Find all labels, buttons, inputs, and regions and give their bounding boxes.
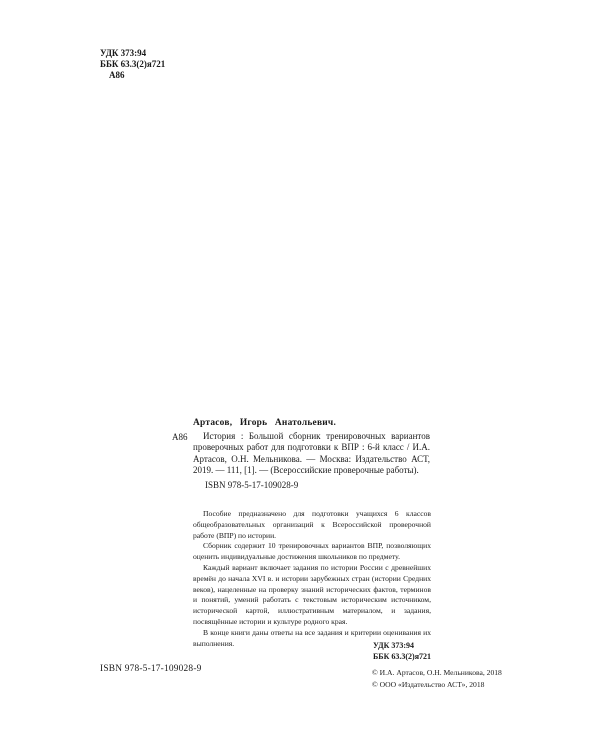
classification-block-top	[100, 48, 165, 81]
copyright-publisher: © ООО «Издательство АСТ», 2018	[372, 680, 485, 689]
copyright-block	[372, 667, 502, 691]
bbk-code: ББК 63.3(2)я721	[100, 59, 166, 69]
catalog-description	[193, 431, 430, 476]
catalog-author-sign: А86	[172, 432, 188, 442]
description-text: История : Большой сборник тренировочных вариантов проверочных работ для подготовки к ВПР : 6-й класс / И.А. Артасов, О.Н. Мельникова. — Москва: Издательство АСТ, 2019. — 111, [1]. — (Всероссийские проверочные работы).	[193, 431, 430, 475]
udk-code: УДК 373:94	[100, 48, 147, 58]
bbk-code: ББК 63.3(2)я721	[373, 652, 432, 661]
udk-code: УДК 373:94	[373, 641, 415, 650]
catalog-author: Артасов, Игорь Анатольевич.	[193, 418, 337, 428]
author-sign: А86	[109, 70, 125, 80]
annotation	[193, 509, 431, 649]
annotation-paragraph: Каждый вариант включает задания по истории России с древнейших времён до начала XVI в. и истории зарубежных стран (истории Средних веков), нацеленные на проверку знаний исторических фактов, терминов и понятий, умений работать с текстовым историческим источником, исторической картой, иллюстративным материалом, и задания, посвящённые истории и культуре родного края.	[193, 562, 431, 626]
footer-isbn: ISBN 978-5-17-109028-9	[100, 664, 202, 674]
catalog-isbn: ISBN 978-5-17-109028-9	[205, 480, 299, 490]
annotation-paragraph: Пособие предназначено для подготовки учащихся 6 классов общеобразовательных организаций к Всероссийской проверочной работе (ВПР) по истории.	[193, 509, 431, 540]
annotation-paragraph: Сборник содержит 10 тренировочных вариантов ВПР, позволяющих оценить индивидуальные достижения школьников по предмету.	[193, 541, 431, 562]
classification-block-bottom	[373, 640, 431, 662]
copyright-authors: © И.А. Артасов, О.Н. Мельникова, 2018	[372, 668, 502, 677]
annotation-paragraph: В конце книги даны ответы на все задания и критерии оценивания их выполнения.	[193, 627, 431, 648]
